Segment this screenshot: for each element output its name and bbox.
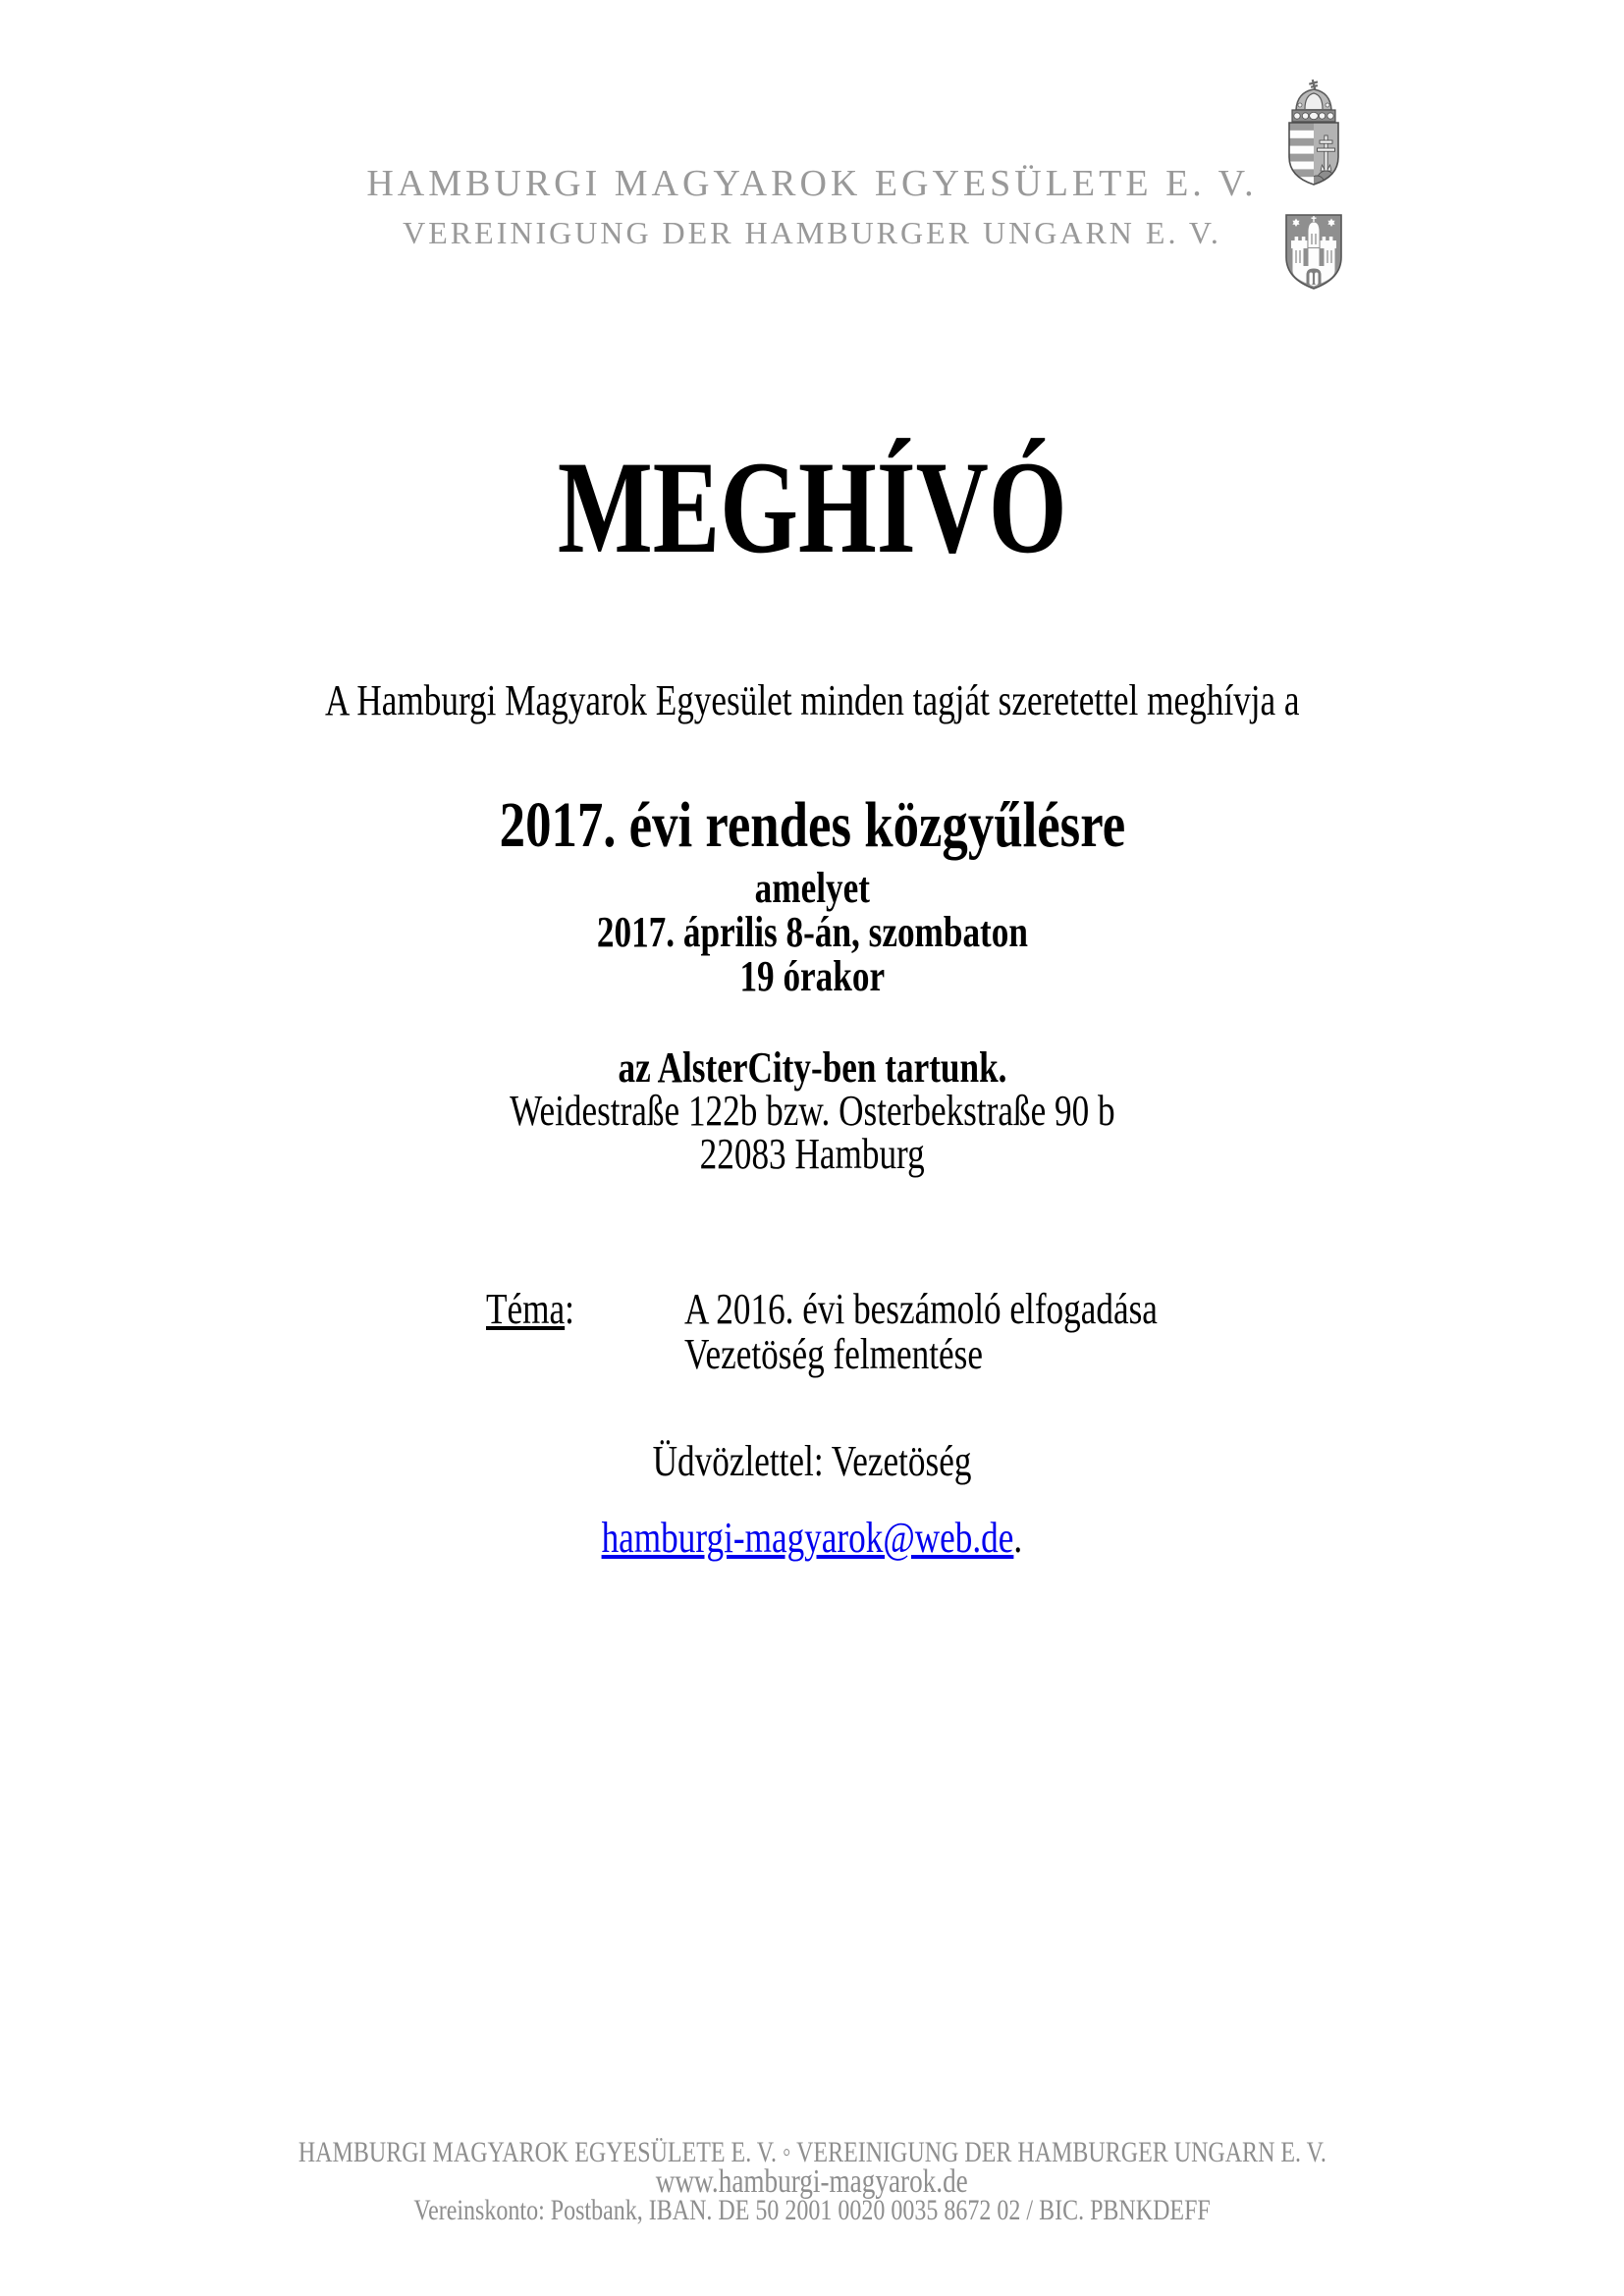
org-name-german: VEREINIGUNG DER HAMBURGER UNGARN E. V. bbox=[403, 215, 1221, 250]
hungarian-coat-of-arms-icon bbox=[1284, 79, 1343, 187]
event-time: 19 órakor bbox=[739, 952, 885, 1000]
topic-items bbox=[684, 1287, 1275, 1377]
contact-email-line bbox=[0, 1516, 1624, 1561]
venue-city: 22083 Hamburg bbox=[699, 1130, 925, 1178]
hamburg-coat-of-arms-icon bbox=[1284, 214, 1343, 291]
venue-name: az AlsterCity-ben tartunk. bbox=[618, 1043, 1006, 1092]
email-trailing-period: . bbox=[1013, 1514, 1023, 1562]
email-link[interactable]: hamburgi-magyarok@web.de bbox=[601, 1514, 1014, 1562]
page-title bbox=[0, 435, 1624, 581]
topic-label: Téma: bbox=[486, 1285, 574, 1333]
topic-item: A 2016. évi beszámoló elfogadása bbox=[684, 1285, 1158, 1333]
closing-salutation: Üdvözlettel: Vezetöség bbox=[652, 1437, 972, 1485]
letterhead-arms bbox=[1284, 79, 1345, 291]
venue-street: Weidestraße 122b bzw. Osterbekstraße 90 b bbox=[509, 1087, 1115, 1135]
footer-bank-details: Vereinskonto: Postbank, IBAN. DE 50 2001 0020 0035 8672 02 / BIC. PBNKDEFF bbox=[413, 2194, 1211, 2226]
event-details bbox=[0, 866, 1624, 998]
intro-sentence: A Hamburgi Magyarok Egyesület minden tagját szeretettel meghívja a bbox=[324, 676, 1300, 724]
topic-item: Vezetöség felmentése bbox=[684, 1330, 983, 1378]
event-heading: 2017. évi rendes közgyűlésre bbox=[499, 789, 1125, 861]
org-name-hungarian: HAMBURGI MAGYAROK EGYESÜLETE E. V. bbox=[366, 163, 1258, 204]
event-date: 2017. április 8-án, szombaton bbox=[596, 908, 1028, 956]
page-title-text: MEGHÍVÓ bbox=[557, 435, 1067, 581]
footer-org-names: HAMBURGI MAGYAROK EGYESÜLETE E. V. ◦ VEREINIGUNG DER HAMBURGER UNGARN E. V. bbox=[298, 2136, 1326, 2168]
footer-website: www.hamburgi-magyarok.de bbox=[655, 2163, 968, 2200]
event-line-amelyet: amelyet bbox=[754, 864, 870, 912]
venue-details bbox=[0, 1043, 1624, 1178]
